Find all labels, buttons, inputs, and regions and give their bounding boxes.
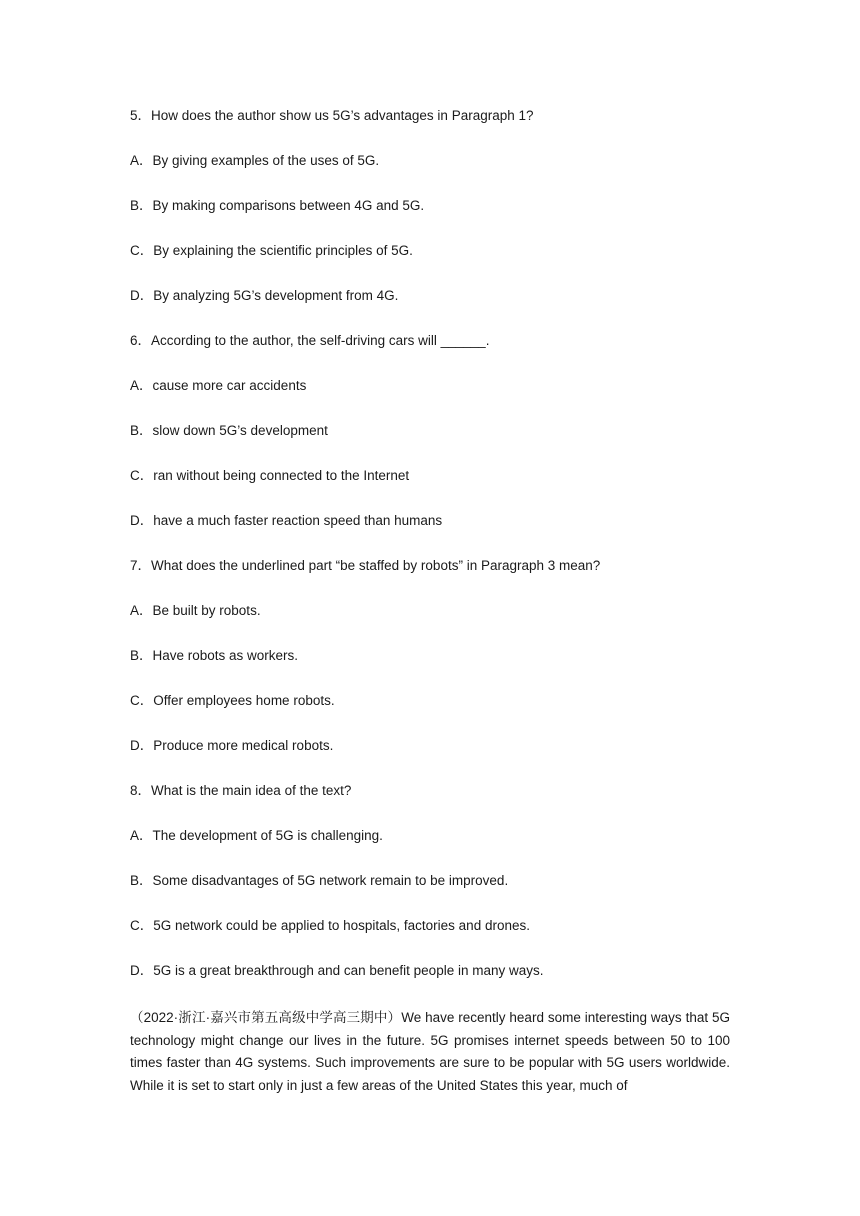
reading-passage: （2022·浙江·嘉兴市第五高级中学高三期中）We have recently heard some interesting ways that 5G technology might change our lives in the future. 5G promises internet speeds between 50 to 100 times faster than 4G systems. Such improvements are sure to be popular with 5G users worldwide. While it is set to start only in just a few areas of the United States this year, much of	[130, 1010, 730, 1093]
question-6-option-c: C．ran without being connected to the Internet	[130, 468, 410, 483]
question-5-option-c: C．By explaining the scientific principles of 5G.	[130, 243, 413, 258]
question-7-option-d: D．Produce more medical robots.	[130, 738, 334, 753]
question-5-option-a: A．By giving examples of the uses of 5G.	[130, 153, 380, 168]
question-7-stem: 7．What does the underlined part “be staffed by robots” in Paragraph 3 mean?	[130, 558, 601, 573]
question-6-option-b: B．slow down 5G’s development	[130, 423, 328, 438]
question-6-option-d: D．have a much faster reaction speed than humans	[130, 513, 443, 528]
question-8-option-a: A．The development of 5G is challenging.	[130, 828, 383, 843]
question-6-option-a: A．cause more car accidents	[130, 378, 307, 393]
question-8-option-b: B．Some disadvantages of 5G network remain to be improved.	[130, 873, 509, 888]
question-7-option-a: A．Be built by robots.	[130, 603, 261, 618]
question-8-option-d: D．5G is a great breakthrough and can benefit people in many ways.	[130, 963, 544, 978]
question-7-option-b: B．Have robots as workers.	[130, 648, 299, 663]
question-8-stem: 8．What is the main idea of the text?	[130, 783, 352, 798]
question-5-option-d: D．By analyzing 5G’s development from 4G.	[130, 288, 399, 303]
question-6-stem: 6．According to the author, the self-driving cars will ______.	[130, 333, 490, 348]
question-8-option-c: C．5G network could be applied to hospitals, factories and drones.	[130, 918, 530, 933]
question-5-option-b: B．By making comparisons between 4G and 5G.	[130, 198, 425, 213]
question-5-stem: 5．How does the author show us 5G’s advantages in Paragraph 1?	[130, 108, 534, 123]
question-7-option-c: C．Offer employees home robots.	[130, 693, 335, 708]
